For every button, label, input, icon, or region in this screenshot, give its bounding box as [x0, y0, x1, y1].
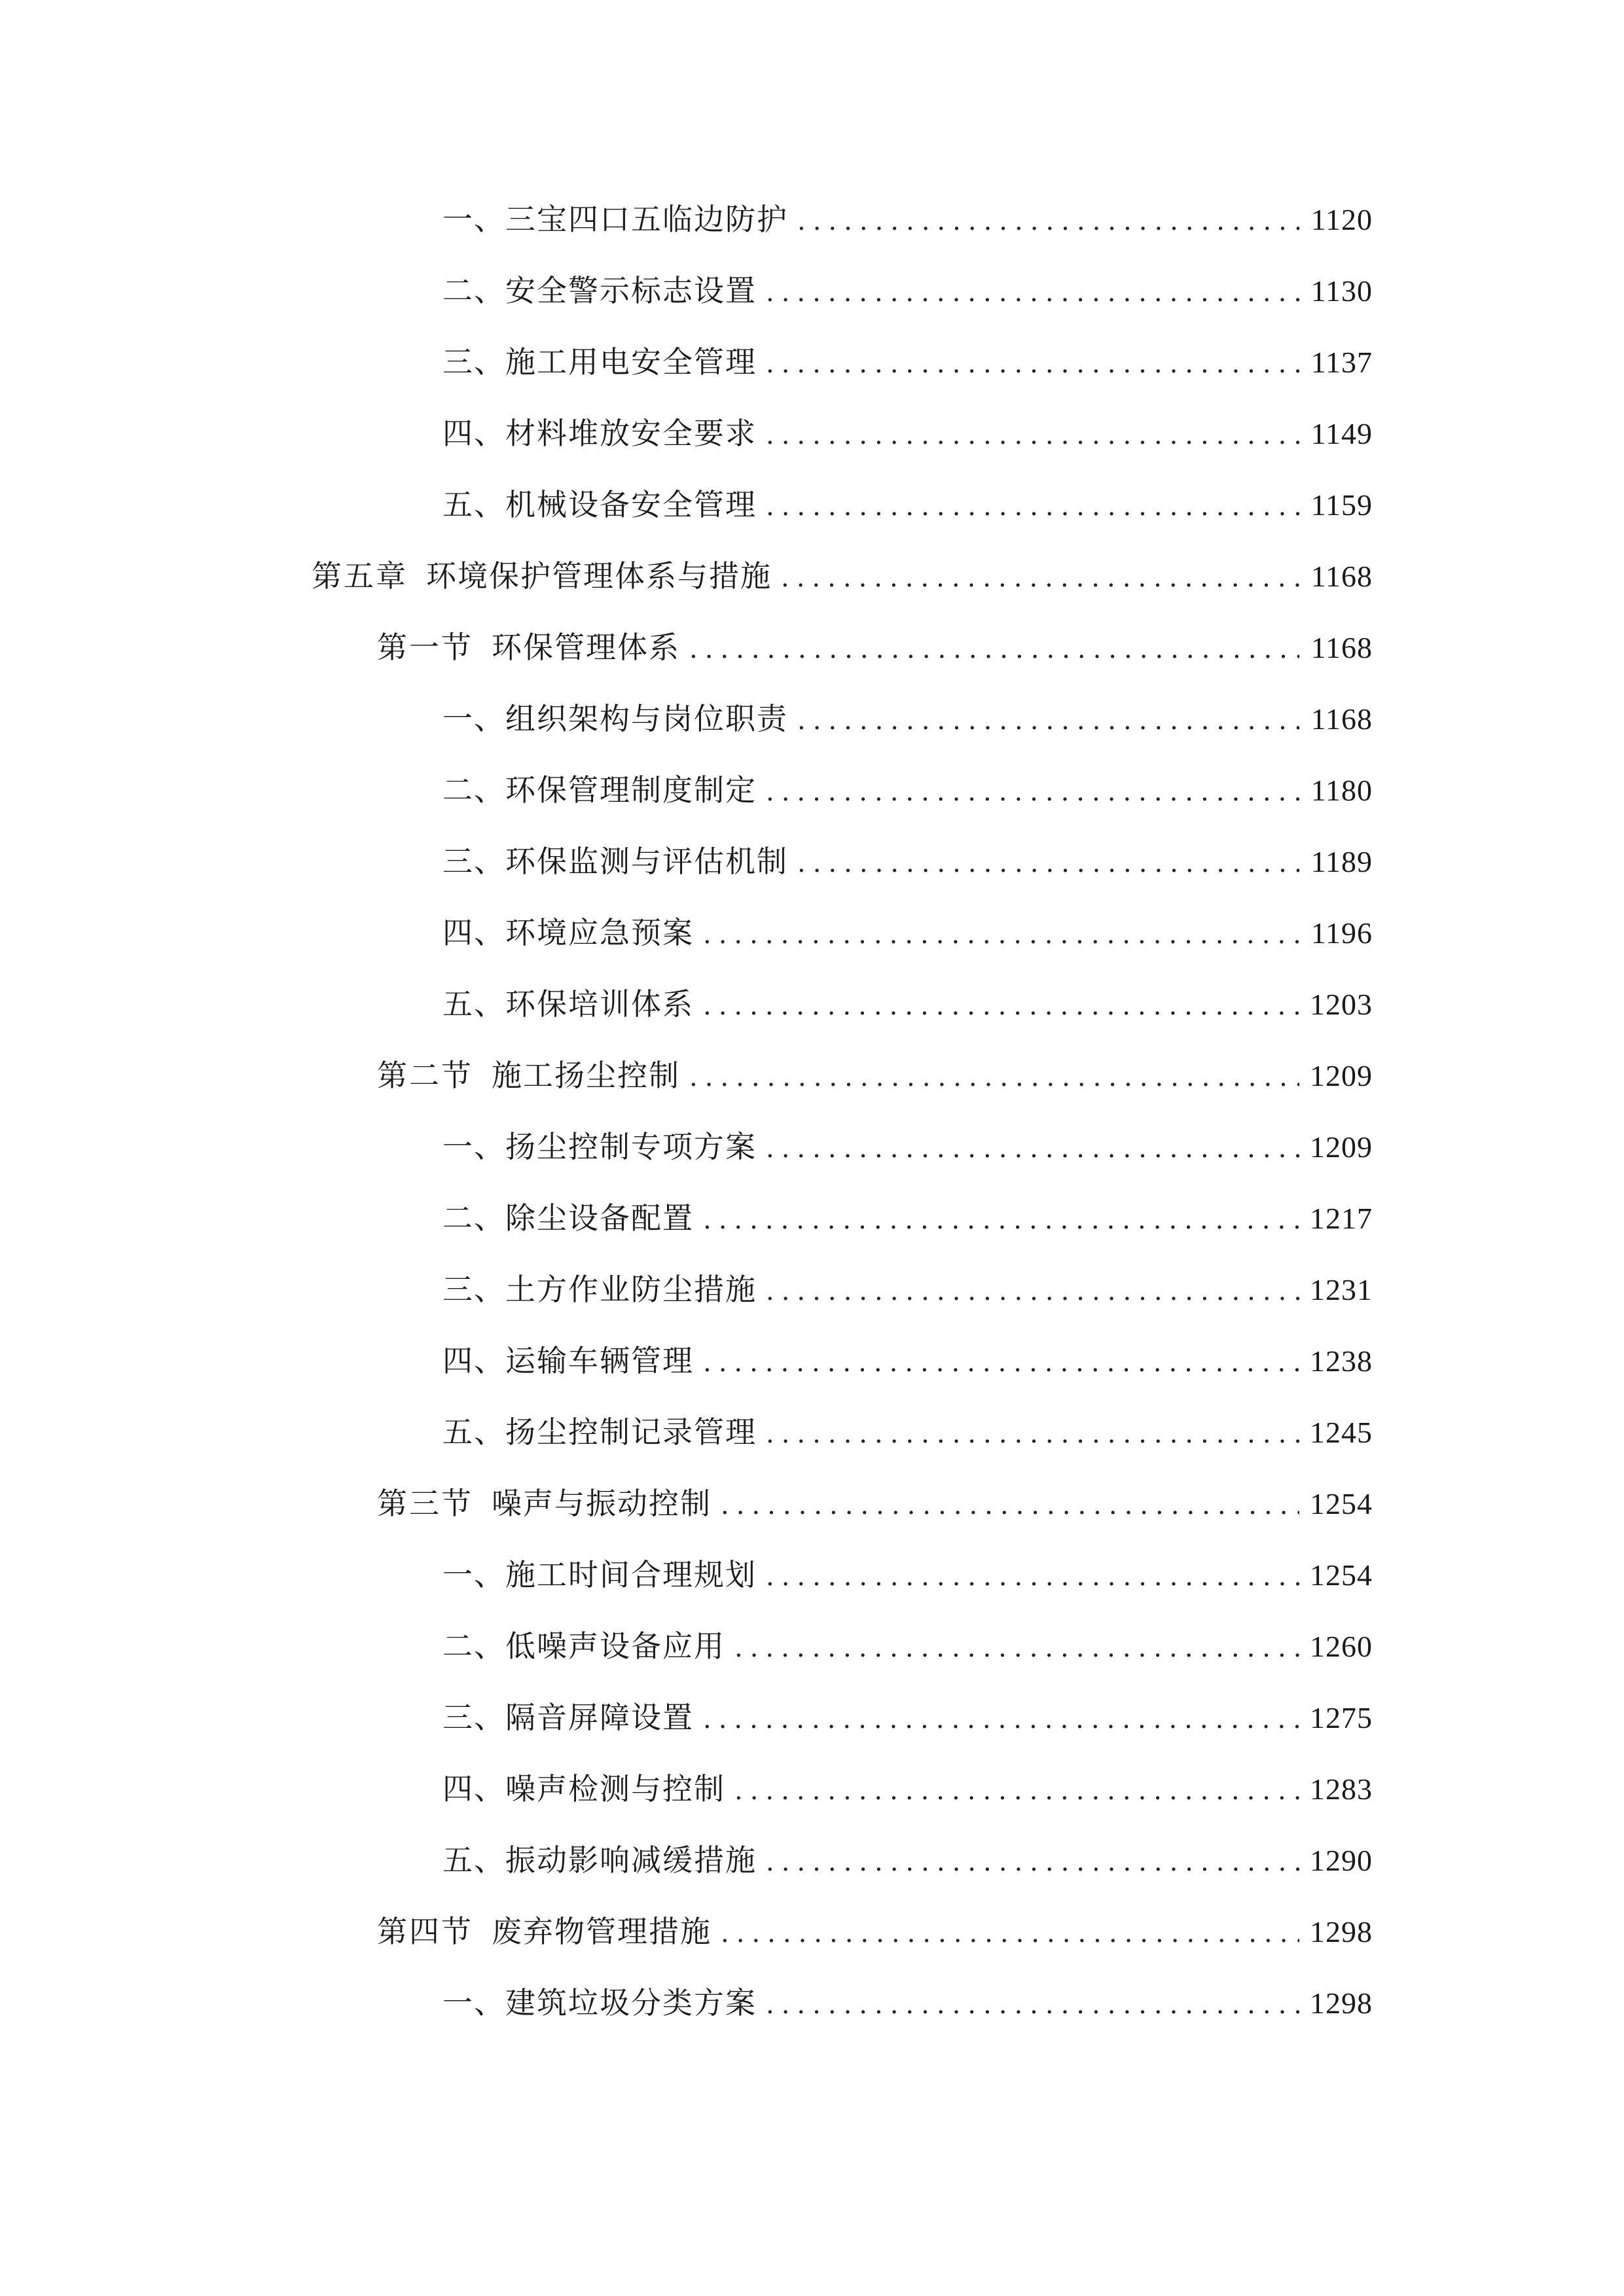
toc-entry[interactable] — [0, 264, 1624, 317]
toc-entry-page: 1238 — [1310, 1344, 1373, 1378]
toc-entry-page: 1209 — [1310, 1059, 1373, 1092]
toc-entry-title: 环境应急预案 — [505, 915, 694, 950]
toc-entry-page: 1275 — [1310, 1701, 1373, 1734]
toc-section-entry[interactable] — [0, 1905, 1624, 1958]
toc-entry-number: 四、 — [442, 1343, 505, 1378]
dot-leader — [766, 266, 1299, 319]
toc-entry-page: 1149 — [1310, 417, 1373, 450]
toc-entry-page: 1298 — [1310, 1915, 1373, 1948]
toc-entry-title: 低噪声设备应用 — [505, 1628, 725, 1664]
toc-entry[interactable] — [0, 835, 1624, 888]
toc-entry-page: 1217 — [1310, 1202, 1373, 1235]
dot-leader — [734, 1622, 1299, 1674]
dot-leader — [721, 1479, 1299, 1532]
toc-entry-number: 二、 — [442, 1200, 505, 1236]
toc-entry-number: 五、 — [442, 1842, 505, 1878]
toc-entry-page: 1137 — [1310, 346, 1373, 379]
toc-entry-title: 三宝四口五临边防护 — [505, 202, 788, 237]
toc-entry[interactable] — [0, 478, 1624, 531]
toc-entry-number: 一、 — [442, 701, 505, 736]
toc-entry-number: 第一节 — [377, 630, 473, 665]
dot-leader — [781, 552, 1299, 604]
toc-entry-page: 1168 — [1310, 560, 1373, 593]
toc-entry-title: 环保培训体系 — [505, 986, 694, 1022]
dot-leader — [766, 1122, 1299, 1175]
toc-entry-number: 一、 — [442, 1129, 505, 1164]
toc-entry-number: 二、 — [442, 772, 505, 808]
toc-entry[interactable] — [0, 1620, 1624, 1672]
toc-entry[interactable] — [0, 1834, 1624, 1886]
toc-entry[interactable] — [0, 906, 1624, 959]
dot-leader — [689, 623, 1299, 675]
toc-entry-number: 一、 — [442, 1557, 505, 1592]
dot-leader — [766, 480, 1299, 533]
toc-entry-title: 扬尘控制记录管理 — [505, 1414, 757, 1450]
dot-leader — [797, 195, 1299, 247]
toc-entry-title: 噪声与振动控制 — [492, 1486, 712, 1521]
toc-entry[interactable] — [0, 193, 1624, 245]
toc-entry[interactable] — [0, 336, 1624, 388]
toc-entry-title: 建筑垃圾分类方案 — [505, 1985, 757, 2020]
toc-entry-number: 三、 — [442, 1700, 505, 1735]
dot-leader — [766, 338, 1299, 390]
dot-leader — [766, 1979, 1299, 2031]
toc-entry[interactable] — [0, 1263, 1624, 1316]
toc-entry-page: 1298 — [1310, 1986, 1373, 2020]
toc-section-entry[interactable] — [0, 1477, 1624, 1530]
dot-leader — [703, 1693, 1299, 1746]
toc-entry-title: 施工扬尘控制 — [492, 1058, 680, 1093]
toc-entry-page: 1203 — [1310, 988, 1373, 1021]
toc-entry-page: 1260 — [1310, 1630, 1373, 1663]
toc-entry[interactable] — [0, 1977, 1624, 2029]
toc-entry-title: 扬尘控制专项方案 — [505, 1129, 757, 1164]
toc-entry-number: 第三节 — [377, 1486, 473, 1521]
toc-entry[interactable] — [0, 1549, 1624, 1601]
dot-leader — [703, 1194, 1299, 1246]
dot-leader — [766, 409, 1299, 461]
toc-entry-page: 1168 — [1310, 631, 1373, 664]
toc-entry-page: 1254 — [1310, 1487, 1373, 1520]
toc-entry[interactable] — [0, 692, 1624, 745]
toc-entry-page: 1189 — [1310, 845, 1373, 878]
toc-entry-title: 振动影响减缓措施 — [505, 1842, 757, 1878]
toc-section-entry[interactable] — [0, 621, 1624, 673]
toc-entry-number: 四、 — [442, 416, 505, 451]
toc-entry[interactable] — [0, 1121, 1624, 1173]
toc-entry-page: 1168 — [1310, 702, 1373, 736]
dot-leader — [766, 1551, 1299, 1603]
dot-leader — [797, 694, 1299, 747]
toc-entry-number: 三、 — [442, 344, 505, 380]
toc-entry-title: 除尘设备配置 — [505, 1200, 694, 1236]
toc-entry-number: 一、 — [442, 202, 505, 237]
toc-entry-number: 四、 — [442, 915, 505, 950]
toc-entry[interactable] — [0, 407, 1624, 459]
toc-entry-title: 隔音屏障设置 — [505, 1700, 694, 1735]
toc-entry-page: 1196 — [1310, 916, 1373, 950]
toc-entry-page: 1180 — [1310, 774, 1373, 807]
toc-entry-title: 土方作业防尘措施 — [505, 1272, 757, 1307]
toc-entry-title: 环保管理制度制定 — [505, 772, 757, 808]
dot-leader — [721, 1907, 1299, 1960]
toc-entry-title: 施工用电安全管理 — [505, 344, 757, 380]
toc-entry-number: 一、 — [442, 1985, 505, 2020]
toc-entry[interactable] — [0, 978, 1624, 1030]
toc-entry-number: 五、 — [442, 487, 505, 522]
dot-leader — [703, 980, 1299, 1032]
toc-entry-title: 环保管理体系 — [492, 630, 680, 665]
toc-entry-page: 1130 — [1310, 274, 1373, 308]
toc-entry-number: 五、 — [442, 1414, 505, 1450]
toc-entry-page: 1254 — [1310, 1558, 1373, 1592]
dot-leader — [797, 837, 1299, 889]
dot-leader — [689, 1051, 1299, 1103]
dot-leader — [703, 908, 1299, 961]
toc-entry-number: 三、 — [442, 1272, 505, 1307]
toc-entry-title: 环境保护管理体系与措施 — [426, 558, 772, 594]
toc-entry-number: 二、 — [442, 1628, 505, 1664]
toc-entry-number: 第五章 — [312, 558, 408, 594]
toc-section-entry[interactable] — [0, 1049, 1624, 1102]
toc-entry-title: 噪声检测与控制 — [505, 1771, 725, 1806]
dot-leader — [766, 766, 1299, 818]
toc-chapter-entry[interactable] — [0, 550, 1624, 602]
toc-entry-title: 施工时间合理规划 — [505, 1557, 757, 1592]
dot-leader — [703, 1336, 1299, 1389]
toc-entry-title: 组织架构与岗位职责 — [505, 701, 788, 736]
dot-leader — [766, 1836, 1299, 1888]
toc-entry-page: 1120 — [1310, 203, 1373, 236]
toc-entry[interactable] — [0, 1763, 1624, 1815]
dot-leader — [766, 1265, 1299, 1318]
dot-leader — [766, 1408, 1299, 1460]
toc-entry[interactable] — [0, 1192, 1624, 1244]
toc-entry-title: 运输车辆管理 — [505, 1343, 694, 1378]
toc-entry[interactable] — [0, 1691, 1624, 1744]
toc-entry-title: 材料堆放安全要求 — [505, 416, 757, 451]
toc-entry-number: 第二节 — [377, 1058, 473, 1093]
toc-entry-number: 三、 — [442, 844, 505, 879]
toc-entry-page: 1209 — [1310, 1130, 1373, 1164]
toc-entry-page: 1283 — [1310, 1772, 1373, 1806]
dot-leader — [734, 1765, 1299, 1817]
toc-entry[interactable] — [0, 764, 1624, 816]
toc-entry-page: 1231 — [1310, 1273, 1373, 1306]
toc-entry-number: 四、 — [442, 1771, 505, 1806]
toc-entry-title: 机械设备安全管理 — [505, 487, 757, 522]
toc-entry-number: 二、 — [442, 273, 505, 308]
toc-entry-title: 安全警示标志设置 — [505, 273, 757, 308]
toc-entry-page: 1290 — [1310, 1844, 1373, 1877]
toc-entry[interactable] — [0, 1406, 1624, 1458]
toc-entry-title: 废弃物管理措施 — [492, 1914, 712, 1949]
toc-entry-title: 环保监测与评估机制 — [505, 844, 788, 879]
toc-entry-page: 1159 — [1310, 488, 1373, 522]
toc-entry-number: 五、 — [442, 986, 505, 1022]
toc-entry[interactable] — [0, 1335, 1624, 1387]
toc-entry-page: 1245 — [1310, 1416, 1373, 1449]
toc-entry-number: 第四节 — [377, 1914, 473, 1949]
